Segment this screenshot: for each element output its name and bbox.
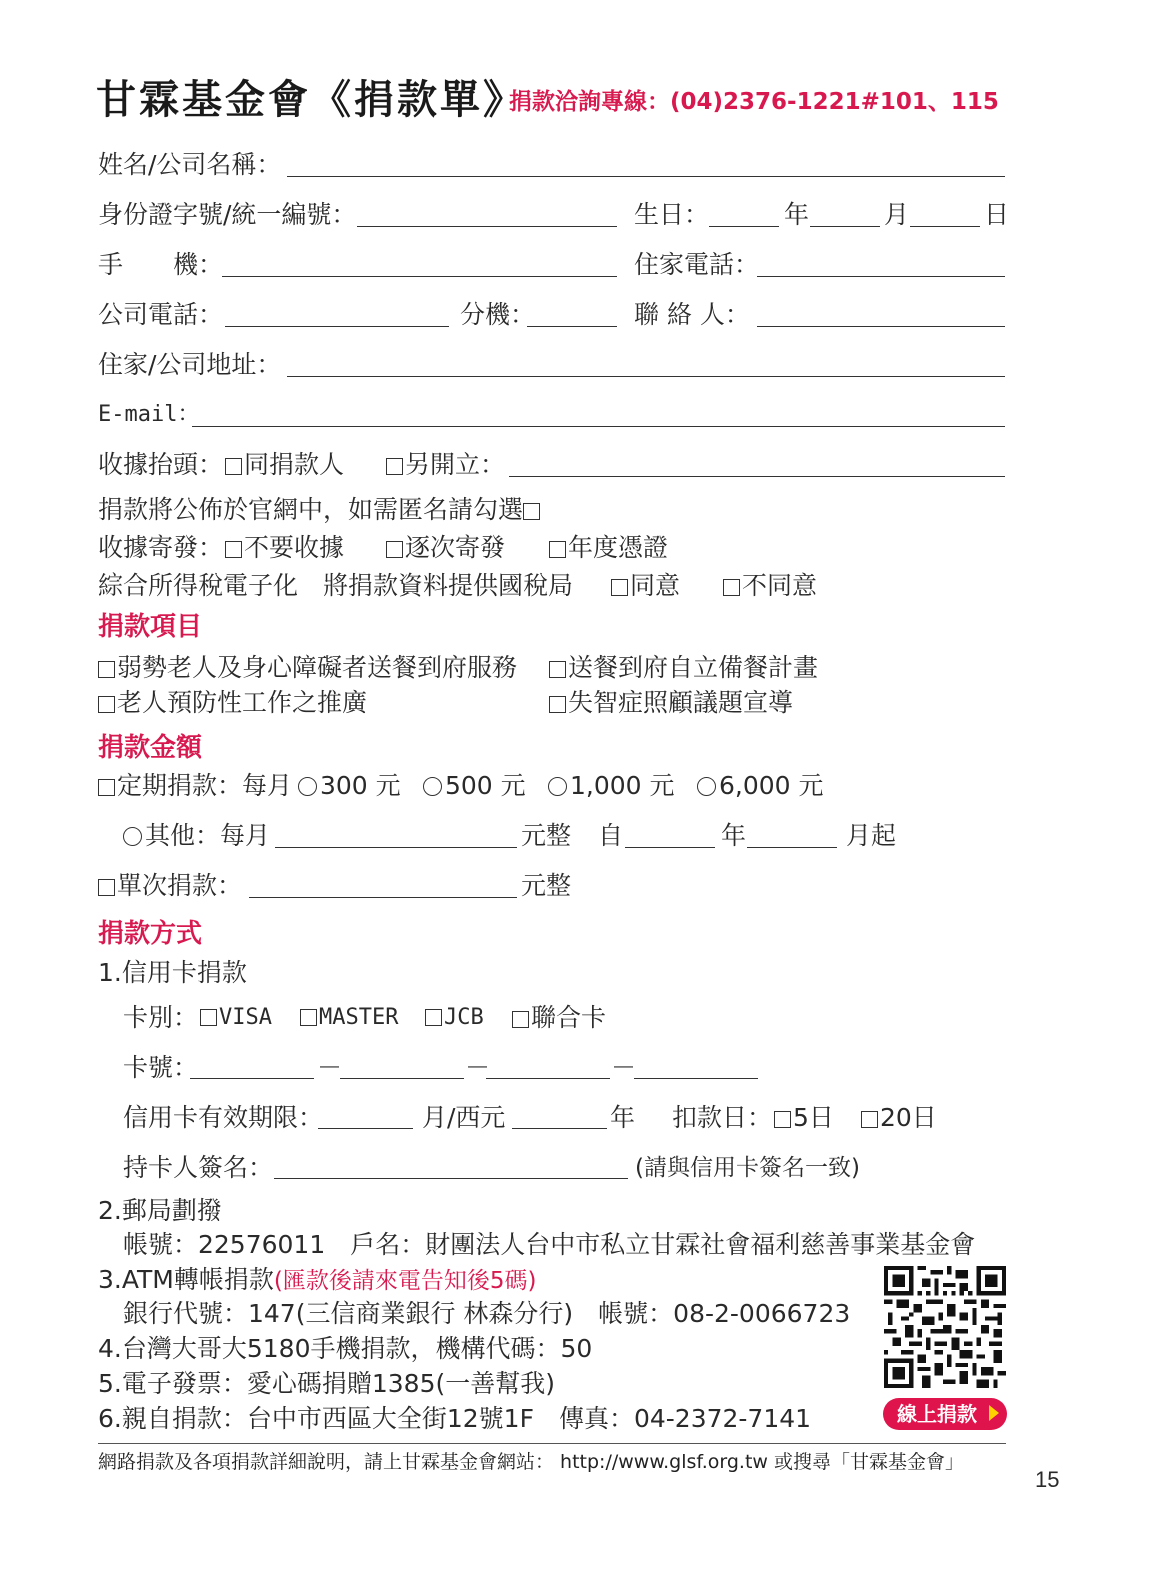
checkbox-icon[interactable] bbox=[98, 696, 115, 713]
mobile-label-b: 機： bbox=[173, 250, 224, 279]
birth-year-field[interactable] bbox=[709, 226, 779, 227]
postal-account: 帳號：22576011 戶名：財團法人台中市私立甘霖社會福利慈善事業基金會 bbox=[123, 1230, 976, 1259]
from-label: 自 bbox=[598, 821, 624, 850]
footer-website-note: 網路捐款及各項捐款詳細說明，請上甘霖基金會網站： http://www.glsf.org.tw 或搜尋「甘霖基金會」 bbox=[98, 1451, 964, 1473]
card-number-part-4[interactable] bbox=[634, 1078, 758, 1079]
donation-hotline: 捐款洽詢專線：(04)2376-1221#101、115 bbox=[509, 89, 999, 115]
checkbox-icon[interactable] bbox=[723, 579, 740, 596]
expiry-month-year-label: 月/西元 bbox=[422, 1103, 506, 1132]
expiry-label: 信用卡有效期限： bbox=[123, 1103, 324, 1132]
debit-day-5-option[interactable]: 5日 bbox=[774, 1103, 834, 1133]
checkbox-icon[interactable] bbox=[300, 1009, 317, 1026]
yuan-whole-label: 元整 bbox=[521, 821, 572, 850]
checkbox-icon[interactable] bbox=[98, 779, 115, 796]
method-credit-card: 1.信用卡捐款 bbox=[98, 958, 247, 987]
receipt-same-option[interactable]: 同捐款人 bbox=[225, 450, 344, 480]
birth-year-label: 年 bbox=[784, 200, 810, 229]
card-dash-2: － bbox=[465, 1053, 491, 1082]
mobile-label-a: 手 bbox=[98, 250, 124, 279]
radio-icon[interactable] bbox=[697, 777, 716, 796]
item-self-prep-meal[interactable]: 送餐到府自立備餐計畫 bbox=[549, 653, 818, 683]
form-title: 甘霖基金會《捐款單》 bbox=[96, 77, 526, 123]
birth-day-label: 日 bbox=[984, 200, 1010, 229]
radio-icon[interactable] bbox=[423, 777, 442, 796]
signature-note: (請與信用卡簽名一致) bbox=[635, 1155, 860, 1181]
birthday-label: 生日： bbox=[634, 200, 710, 229]
checkbox-icon[interactable] bbox=[386, 541, 403, 558]
start-month-field[interactable] bbox=[747, 847, 837, 848]
contact-field[interactable] bbox=[757, 326, 1005, 327]
no-receipt-option[interactable]: 不要收據 bbox=[225, 533, 344, 563]
ext-label: 分機： bbox=[460, 300, 536, 329]
card-type-label: 卡別： bbox=[123, 1003, 199, 1032]
checkbox-icon[interactable] bbox=[549, 696, 566, 713]
bank-account: 銀行代號：147(三信商業銀行 林森分行) 帳號：08-2-0066723 bbox=[123, 1299, 851, 1328]
method-atm: 3.ATM轉帳捐款(匯款後請來電告知後5碼) bbox=[98, 1265, 537, 1294]
items-section-heading: 捐款項目 bbox=[98, 612, 203, 642]
tax-consent-text: 綜合所得稅電子化 將捐款資料提供國稅局 bbox=[98, 571, 574, 600]
item-dementia-awareness[interactable]: 失智症照顧議題宣導 bbox=[549, 688, 793, 718]
amount-500-option[interactable]: 500 元 bbox=[423, 771, 526, 801]
card-number-part-3[interactable] bbox=[486, 1078, 610, 1079]
amount-300-option[interactable]: 300 元 bbox=[298, 771, 401, 801]
ext-field[interactable] bbox=[527, 326, 617, 327]
debit-day-20-option[interactable]: 20日 bbox=[861, 1103, 937, 1133]
card-number-part-2[interactable] bbox=[340, 1078, 464, 1079]
receipt-title-label: 收據抬頭： bbox=[98, 450, 224, 479]
cardholder-signature-label: 持卡人簽名： bbox=[123, 1153, 274, 1182]
id-label: 身份證字號/統一編號： bbox=[98, 200, 357, 229]
start-year-label: 年 bbox=[721, 821, 747, 850]
birth-day-field[interactable] bbox=[910, 226, 980, 227]
email-field[interactable] bbox=[192, 426, 1005, 427]
expiry-month-field[interactable] bbox=[318, 1128, 413, 1129]
method-mobile: 4.台灣大哥大5180手機捐款，機構代碼：50 bbox=[98, 1334, 593, 1363]
checkbox-icon[interactable] bbox=[774, 1111, 791, 1128]
amount-other-option[interactable]: 其他：每月 bbox=[123, 821, 270, 851]
atm-note: (匯款後請來電告知後5碼) bbox=[273, 1268, 537, 1294]
id-field[interactable] bbox=[357, 226, 617, 227]
checkbox-icon[interactable] bbox=[425, 1009, 442, 1026]
amount-section-heading: 捐款金額 bbox=[98, 733, 203, 763]
single-donation-option[interactable]: 單次捐款： bbox=[98, 871, 242, 901]
name-label: 姓名/公司名稱： bbox=[98, 150, 282, 179]
card-dash-1: － bbox=[317, 1053, 343, 1082]
home-phone-field[interactable] bbox=[757, 276, 1005, 277]
checkbox-icon[interactable] bbox=[549, 661, 566, 678]
expiry-year-label: 年 bbox=[610, 1103, 636, 1132]
amount-1000-option[interactable]: 1,000 元 bbox=[548, 771, 675, 801]
company-phone-field[interactable] bbox=[225, 326, 449, 327]
name-field[interactable] bbox=[287, 176, 1005, 177]
checkbox-icon[interactable] bbox=[98, 661, 115, 678]
other-amount-field[interactable] bbox=[275, 847, 517, 848]
birth-month-label: 月 bbox=[884, 200, 910, 229]
page-number: 15 bbox=[1035, 1467, 1060, 1492]
yuan-whole-label-2: 元整 bbox=[521, 871, 572, 900]
mobile-field[interactable] bbox=[222, 276, 617, 277]
qr-code[interactable] bbox=[884, 1266, 1006, 1388]
cursor-icon bbox=[989, 1405, 999, 1421]
receipt-other-field[interactable] bbox=[509, 476, 1005, 477]
email-label: E-mail： bbox=[98, 402, 200, 427]
checkbox-icon[interactable] bbox=[225, 458, 242, 475]
tax-agree-option[interactable]: 同意 bbox=[611, 571, 680, 601]
checkbox-icon[interactable] bbox=[861, 1111, 878, 1128]
item-elder-prevention[interactable]: 老人預防性工作之推廣 bbox=[98, 688, 367, 718]
cardholder-signature-field[interactable] bbox=[274, 1178, 628, 1179]
debit-day-label: 扣款日： bbox=[672, 1103, 773, 1132]
annual-receipt-option[interactable]: 年度憑證 bbox=[549, 533, 668, 563]
checkbox-icon[interactable] bbox=[512, 1011, 529, 1028]
address-label: 住家/公司地址： bbox=[98, 350, 282, 379]
amount-6000-option[interactable]: 6,000 元 bbox=[697, 771, 824, 801]
checkbox-icon[interactable] bbox=[225, 541, 242, 558]
start-month-label: 月起 bbox=[846, 821, 897, 850]
checkbox-icon[interactable] bbox=[200, 1009, 217, 1026]
card-visa-option[interactable]: VISA bbox=[200, 1003, 272, 1033]
address-field[interactable] bbox=[287, 376, 1005, 377]
checkbox-icon[interactable] bbox=[611, 579, 628, 596]
tax-disagree-option[interactable]: 不同意 bbox=[723, 571, 817, 601]
checkbox-icon[interactable] bbox=[98, 879, 115, 896]
method-postal: 2.郵局劃撥 bbox=[98, 1196, 222, 1225]
company-phone-label: 公司電話： bbox=[98, 300, 224, 329]
item-meal-delivery[interactable]: 弱勢老人及身心障礙者送餐到府服務 bbox=[98, 653, 517, 683]
home-phone-label: 住家電話： bbox=[634, 250, 760, 279]
radio-icon[interactable] bbox=[298, 777, 317, 796]
method-einvoice: 5.電子發票：愛心碼捐贈1385(一善幫我) bbox=[98, 1369, 555, 1398]
card-number-part-1[interactable] bbox=[190, 1078, 314, 1079]
single-amount-field[interactable] bbox=[249, 897, 517, 898]
regular-donation-option[interactable]: 定期捐款：每月 bbox=[98, 771, 292, 801]
checkbox-icon[interactable] bbox=[549, 541, 566, 558]
anonymous-option[interactable]: 捐款將公佈於官網中，如需匿名請勾選 bbox=[98, 495, 542, 525]
birth-month-field[interactable] bbox=[810, 226, 880, 227]
receipt-mail-label: 收據寄發： bbox=[98, 533, 224, 562]
start-year-field[interactable] bbox=[625, 847, 715, 848]
method-section-heading: 捐款方式 bbox=[98, 919, 203, 949]
expiry-year-field[interactable] bbox=[512, 1128, 607, 1129]
card-master-option[interactable]: MASTER bbox=[300, 1003, 398, 1033]
radio-icon[interactable] bbox=[548, 777, 567, 796]
card-union-option[interactable]: 聯合卡 bbox=[512, 1003, 606, 1033]
card-number-label: 卡號： bbox=[123, 1053, 199, 1082]
checkbox-icon[interactable] bbox=[386, 458, 403, 475]
card-dash-3: － bbox=[611, 1053, 637, 1082]
card-jcb-option[interactable]: JCB bbox=[425, 1003, 484, 1033]
method-in-person: 6.親自捐款：台中市西區大全街12號1F 傳真：04-2372-7141 bbox=[98, 1404, 812, 1433]
each-mail-option[interactable]: 逐次寄發 bbox=[386, 533, 505, 563]
footer-divider bbox=[98, 1443, 1006, 1444]
online-donation-button[interactable]: 線上捐款 bbox=[883, 1398, 1007, 1430]
checkbox-icon[interactable] bbox=[523, 503, 540, 520]
contact-label: 聯 絡 人： bbox=[634, 300, 750, 329]
radio-icon[interactable] bbox=[123, 827, 142, 846]
receipt-other-option[interactable]: 另開立： bbox=[386, 450, 505, 480]
